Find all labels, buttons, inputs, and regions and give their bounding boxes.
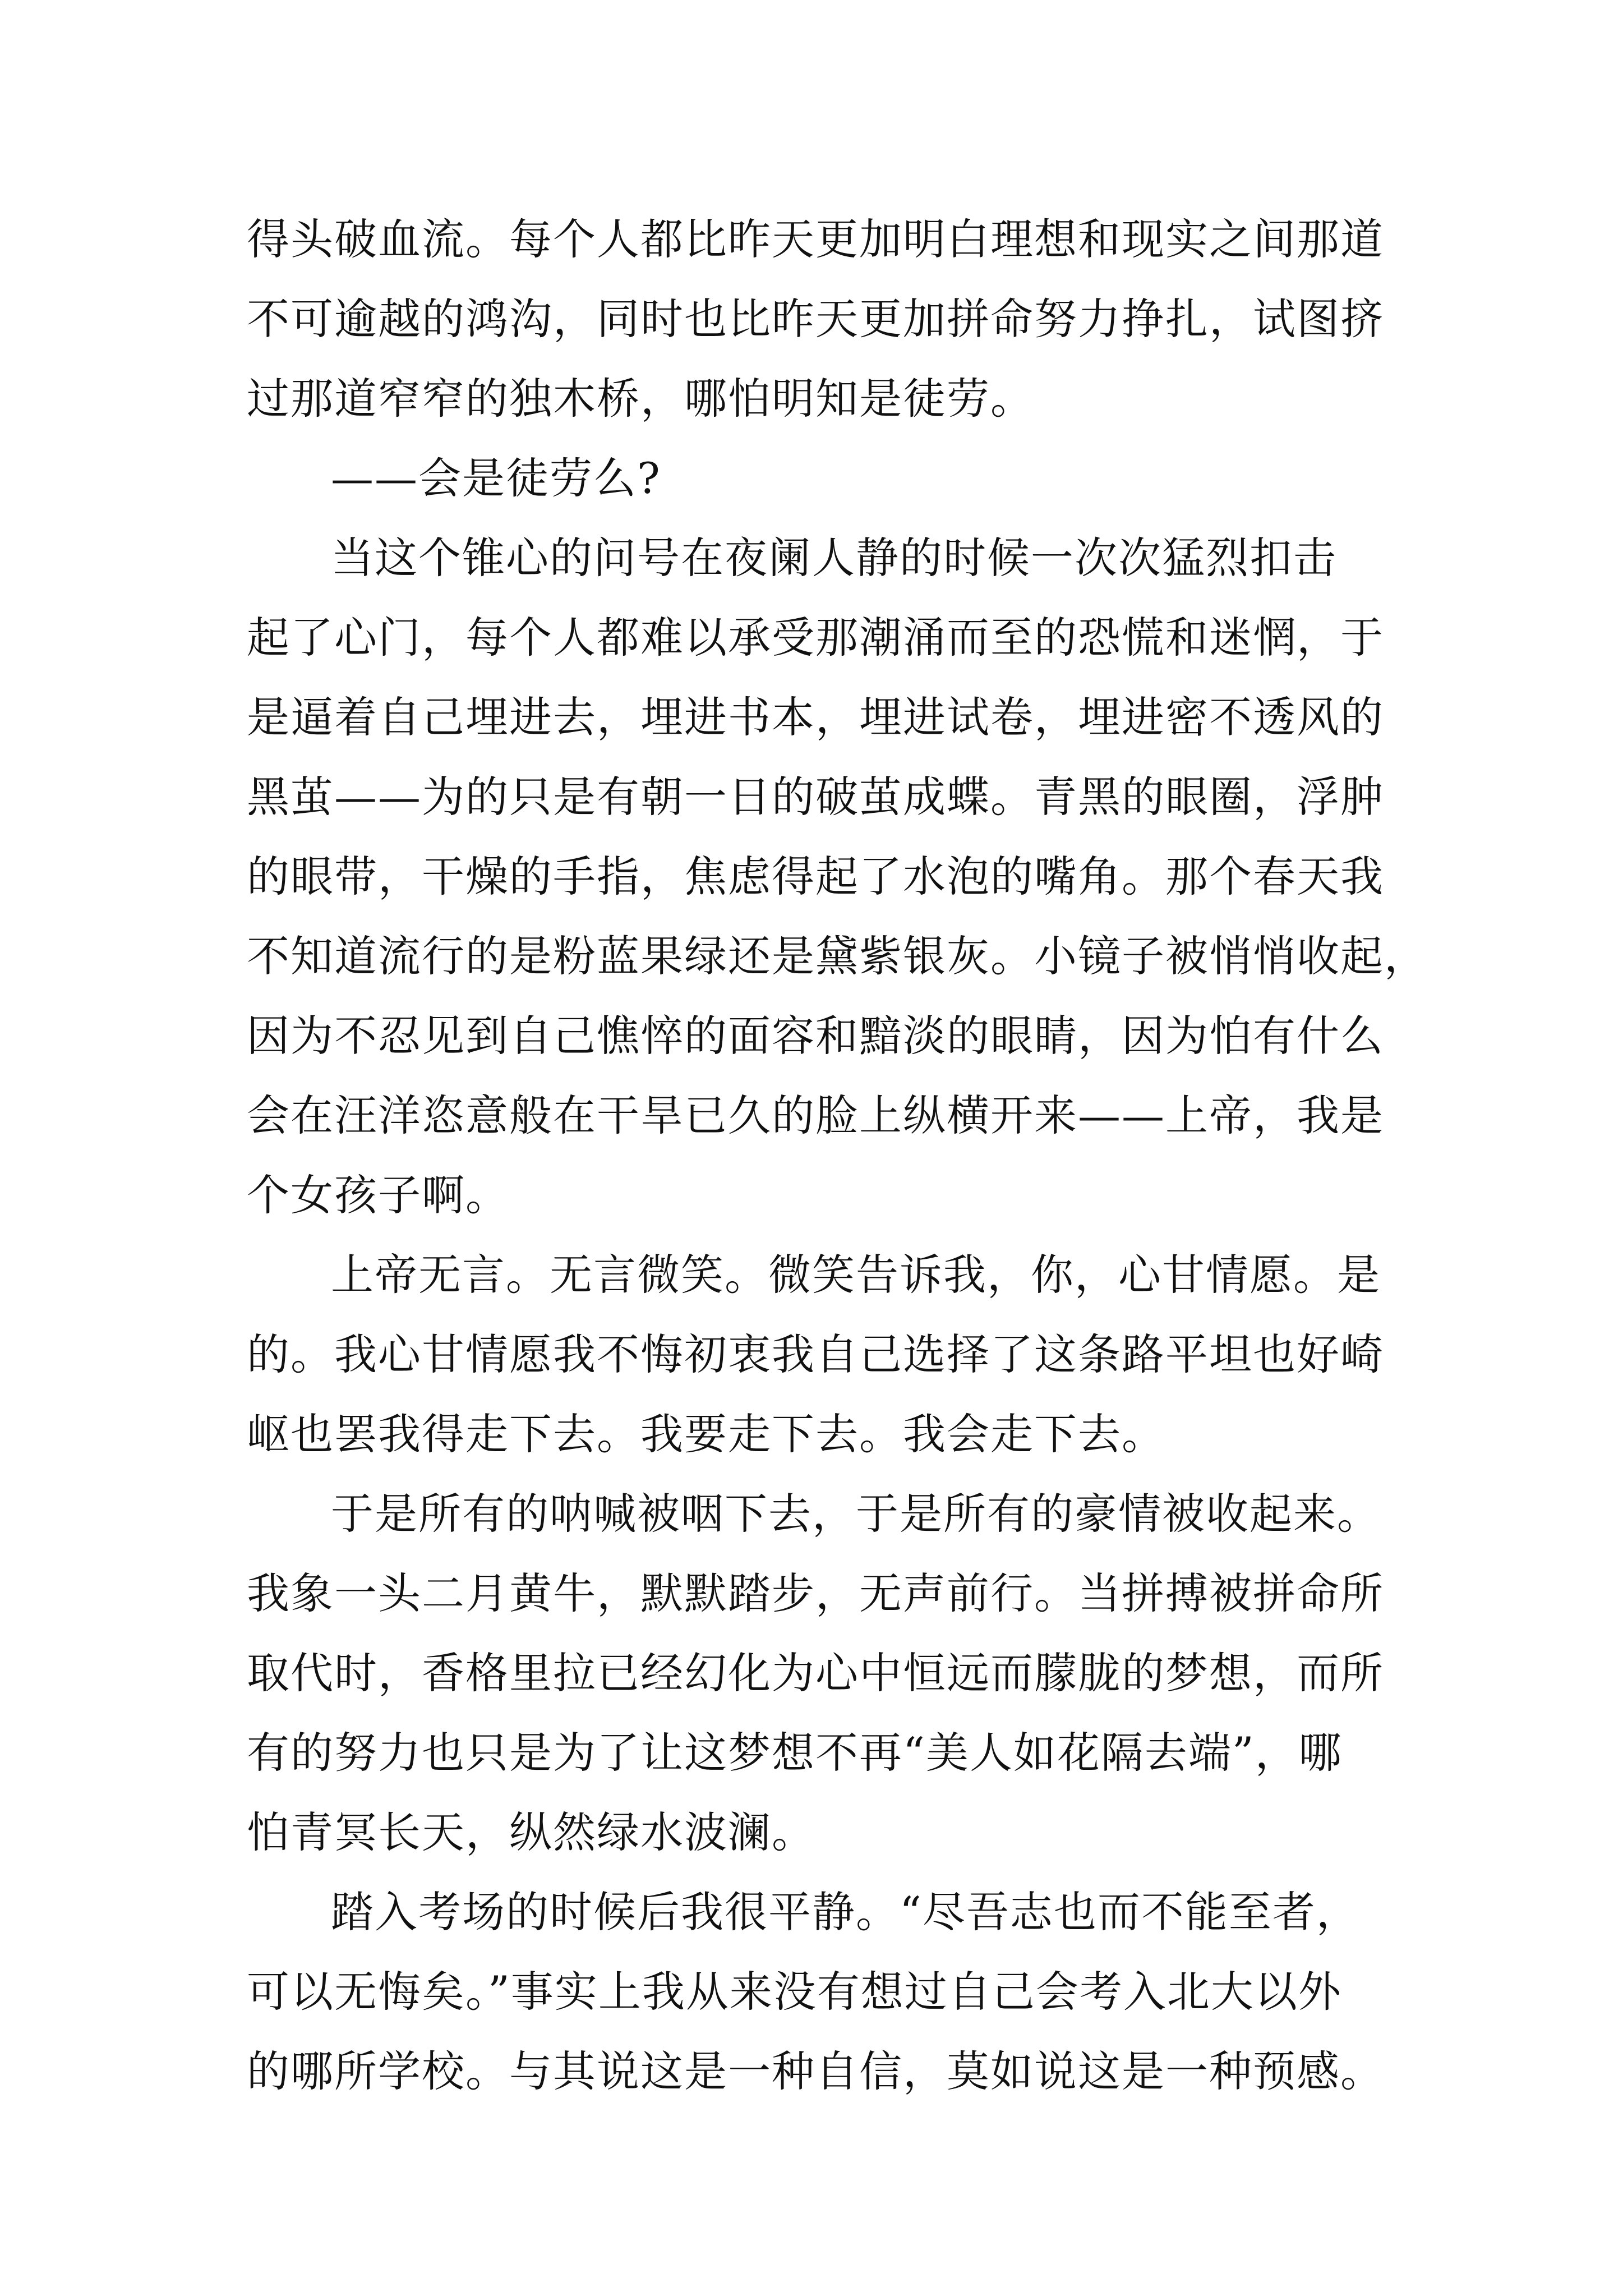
text-line: 因为不忍见到自己憔悴的面容和黯淡的眼睛，因为怕有什么: [247, 1011, 1384, 1061]
text-line: 得头破血流。每个人都比昨天更加明白理想和现实之间那道: [247, 214, 1384, 264]
text-line: 于是所有的呐喊被咽下去，于是所有的豪情被收起来。: [331, 1489, 1381, 1539]
text-line: 我象一头二月黄牛，默默踏步，无声前行。当拼搏被拼命所: [247, 1568, 1384, 1618]
text-line: 有的努力也只是为了让这梦想不再“美人如花隔去端”，哪: [247, 1728, 1343, 1778]
text-line: 岖也罢我得走下去。我要走下去。我会走下去。: [247, 1409, 1165, 1459]
text-line: 不知道流行的是粉蓝果绿还是黛紫银灰。小镜子被悄悄收起，: [247, 931, 1428, 981]
text-line: 黑茧——为的只是有朝一日的破茧成蝶。青黑的眼圈，浮肿: [247, 772, 1384, 822]
text-line: 起了心门，每个人都难以承受那潮涌而至的恐慌和迷惘，于: [247, 613, 1384, 662]
text-line: 是逼着自己埋进去，埋进书本，埋进试卷，埋进密不透风的: [247, 692, 1384, 742]
text-line: 会在汪洋恣意般在干旱已久的脸上纵横开来——上帝，我是: [247, 1091, 1384, 1140]
text-line: 过那道窄窄的独木桥，哪怕明知是徒劳。: [247, 374, 1034, 424]
text-line: 踏入考场的时候后我很平静。“尽吾志也而不能至者，: [331, 1887, 1360, 1937]
text-line: 上帝无言。无言微笑。微笑告诉我，你，心甘情愿。是: [331, 1250, 1381, 1300]
text-line: 当这个锥心的问号在夜阑人静的时候一次次猛烈扣击: [331, 533, 1337, 583]
text-line: 的哪所学校。与其说这是一种自信，莫如说这是一种预感。: [247, 2046, 1384, 2096]
text-line: 可以无悔矣。”事实上我从来没有想过自己会考入北大以外: [247, 1967, 1342, 2017]
text-line: 取代时，香格里拉已经幻化为心中恒远而朦胧的梦想，而所: [247, 1648, 1384, 1698]
text-line: 的。我心甘情愿我不悔初衷我自己选择了这条路平坦也好崎: [247, 1329, 1384, 1379]
text-line: 个女孩子啊。: [247, 1170, 509, 1220]
text-line: 的眼带，干燥的手指，焦虑得起了水泡的嘴角。那个春天我: [247, 852, 1384, 901]
text-line: ——会是徒劳么?: [331, 453, 661, 503]
text-line: 不可逾越的鸿沟，同时也比昨天更加拼命努力挣扎，试图挤: [247, 294, 1384, 344]
text-line: 怕青冥长天，纵然绿水波澜。: [247, 1807, 815, 1857]
